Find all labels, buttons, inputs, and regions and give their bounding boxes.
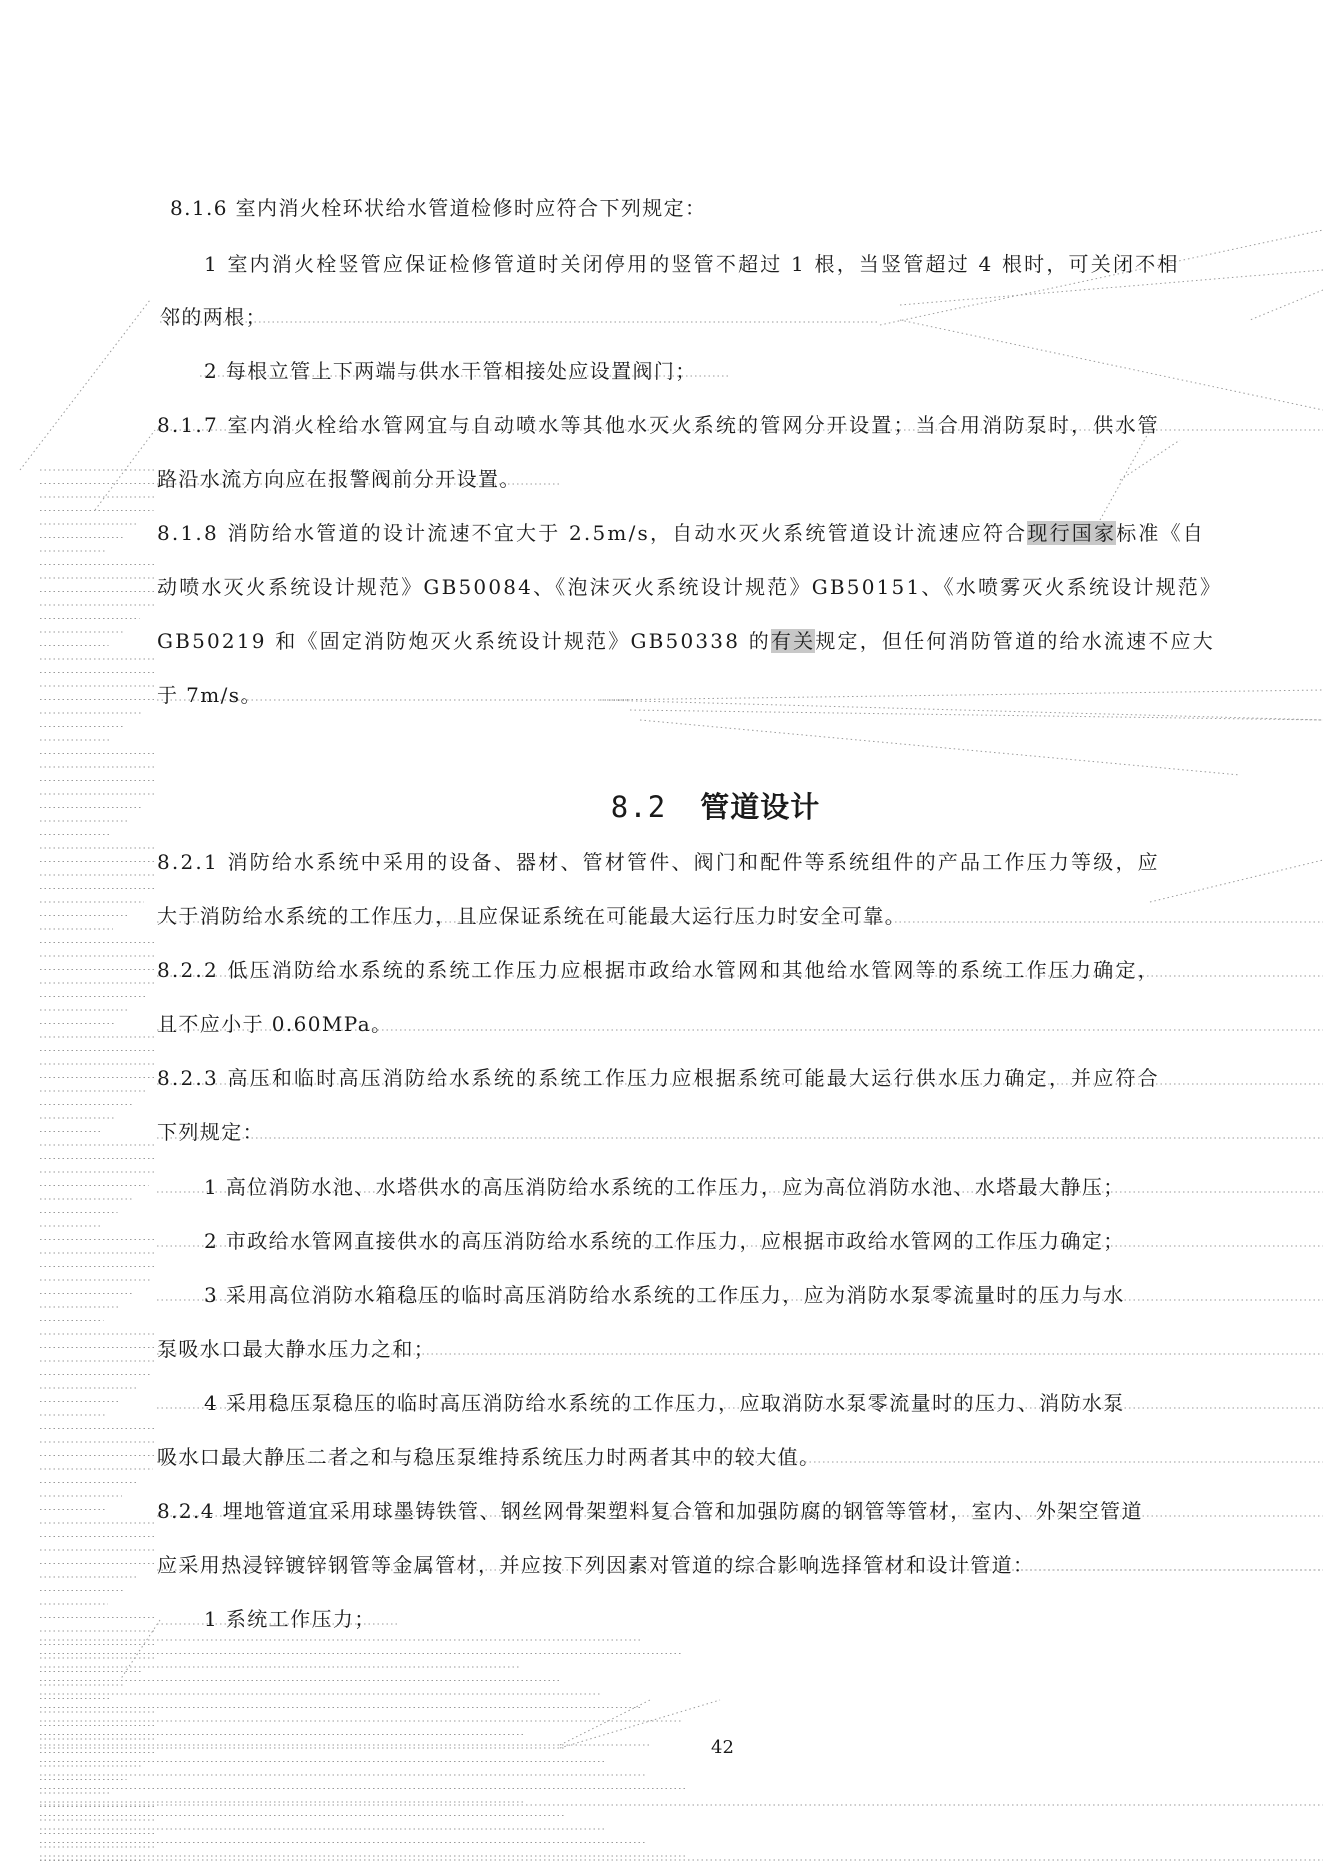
clause-8-1-8-cont-1: 动喷水灭火系统设计规范》GB50084、《泡沫灭火系统设计规范》GB50151、《水喷雾灭火系统设计规范》 [157,575,1223,599]
section-heading [0,785,1323,826]
clause-8-1-7-cont: 路沿水流方向应在报警阀前分开设置。 [157,467,521,491]
clause-8-2-2-cont: 且不应小于 0.60MPa。 [157,1012,393,1036]
clause-8-1-8 [157,519,1205,547]
clause-8-2-3-item-3: 3 采用高位消防水箱稳压的临时高压消防给水系统的工作压力，应为消防水泵零流量时的压力与水 [204,1283,1125,1307]
clause-8-2-3: 8.2.3 高压和临时高压消防给水系统的系统工作压力应根据系统可能最大运行供水压力确定，并应符合 [157,1066,1160,1090]
clause-8-2-4: 8.2.4 埋地管道宜采用球墨铸铁管、钢丝网骨架塑料复合管和加强防腐的钢管等管材，室内、外架空管道 [157,1499,1143,1523]
clause-8-2-3-item-4: 4 采用稳压泵稳压的临时高压消防给水系统的工作压力，应取消防水泵零流量时的压力、消防水泵 [204,1391,1125,1415]
clause-8-1-8-cont-2-text: GB50219 和《固定消防炮灭火系统设计规范》GB50338 的 [157,629,771,653]
clause-8-1-8-text: 8.1.8 消防给水管道的设计流速不宜大于 2.5m/s，自动水灭火系统管道设计流速应符合 [157,521,1028,545]
clause-8-1-8-text-end: 标准《自 [1116,521,1206,545]
clause-8-1-6-item-1-cont: 邻的两根； [160,305,267,329]
clause-8-2-1-cont: 大于消防给水系统的工作压力，且应保证系统在可能最大运行压力时安全可靠。 [157,904,906,928]
clause-8-2-3-item-1: 1 高位消防水池、水塔供水的高压消防给水系统的工作压力，应为高位消防水池、水塔最大静压； [204,1175,1125,1199]
clause-8-2-3-cont: 下列规定： [157,1120,264,1144]
highlighted-text: 有关 [770,629,816,653]
clause-8-2-3-item-4-cont: 吸水口最大静压二者之和与稳压泵维持系统压力时两者其中的较大值。 [157,1445,821,1469]
clause-8-1-8-cont-3: 于 7m/s。 [157,683,262,707]
clause-8-1-8-cont-2-end: 规定，但任何消防管道的给水流速不应大 [815,629,1215,653]
clause-8-1-7: 8.1.7 室内消火栓给水管网宜与自动喷水等其他水灭火系统的管网分开设置；当合用消防泵时，供水管 [157,413,1160,437]
clause-8-1-8-cont-2 [157,627,1215,655]
clause-8-1-6: 8.1.6 室内消火栓环状给水管道检修时应符合下列规定： [170,196,707,220]
clause-8-2-3-item-2: 2 市政给水管网直接供水的高压消防给水系统的工作压力，应根据市政给水管网的工作压力确定； [204,1229,1125,1253]
clause-8-2-2: 8.2.2 低压消防给水系统的系统工作压力应根据市政给水管网和其他给水管网等的系统工作压力确定， [157,958,1160,982]
page-number: 42 [711,1737,734,1758]
clause-8-2-4-cont: 应采用热浸锌镀锌钢管等金属管材，并应按下列因素对管道的综合影响选择管材和设计管道： [157,1553,1035,1577]
highlighted-text: 现行国家 [1027,521,1117,545]
section-number: 8.2 [610,790,667,824]
clause-8-1-6-item-2: 2 每根立管上下两端与供水干管相接处应设置阀门； [204,359,697,383]
clause-8-2-4-item-1: 1 系统工作压力； [204,1607,376,1631]
clause-8-1-6-item-1: 1 室内消火栓竖管应保证检修管道时关闭停用的竖管不超过 1 根，当竖管超过 4 根时，可关闭不相 [204,252,1180,276]
section-title: 管道设计 [700,790,821,824]
clause-8-2-3-item-3-cont: 泵吸水口最大静水压力之和； [157,1337,436,1361]
clause-8-2-1: 8.2.1 消防给水系统中采用的设备、器材、管材管件、阀门和配件等系统组件的产品工作压力等级，应 [157,850,1160,874]
